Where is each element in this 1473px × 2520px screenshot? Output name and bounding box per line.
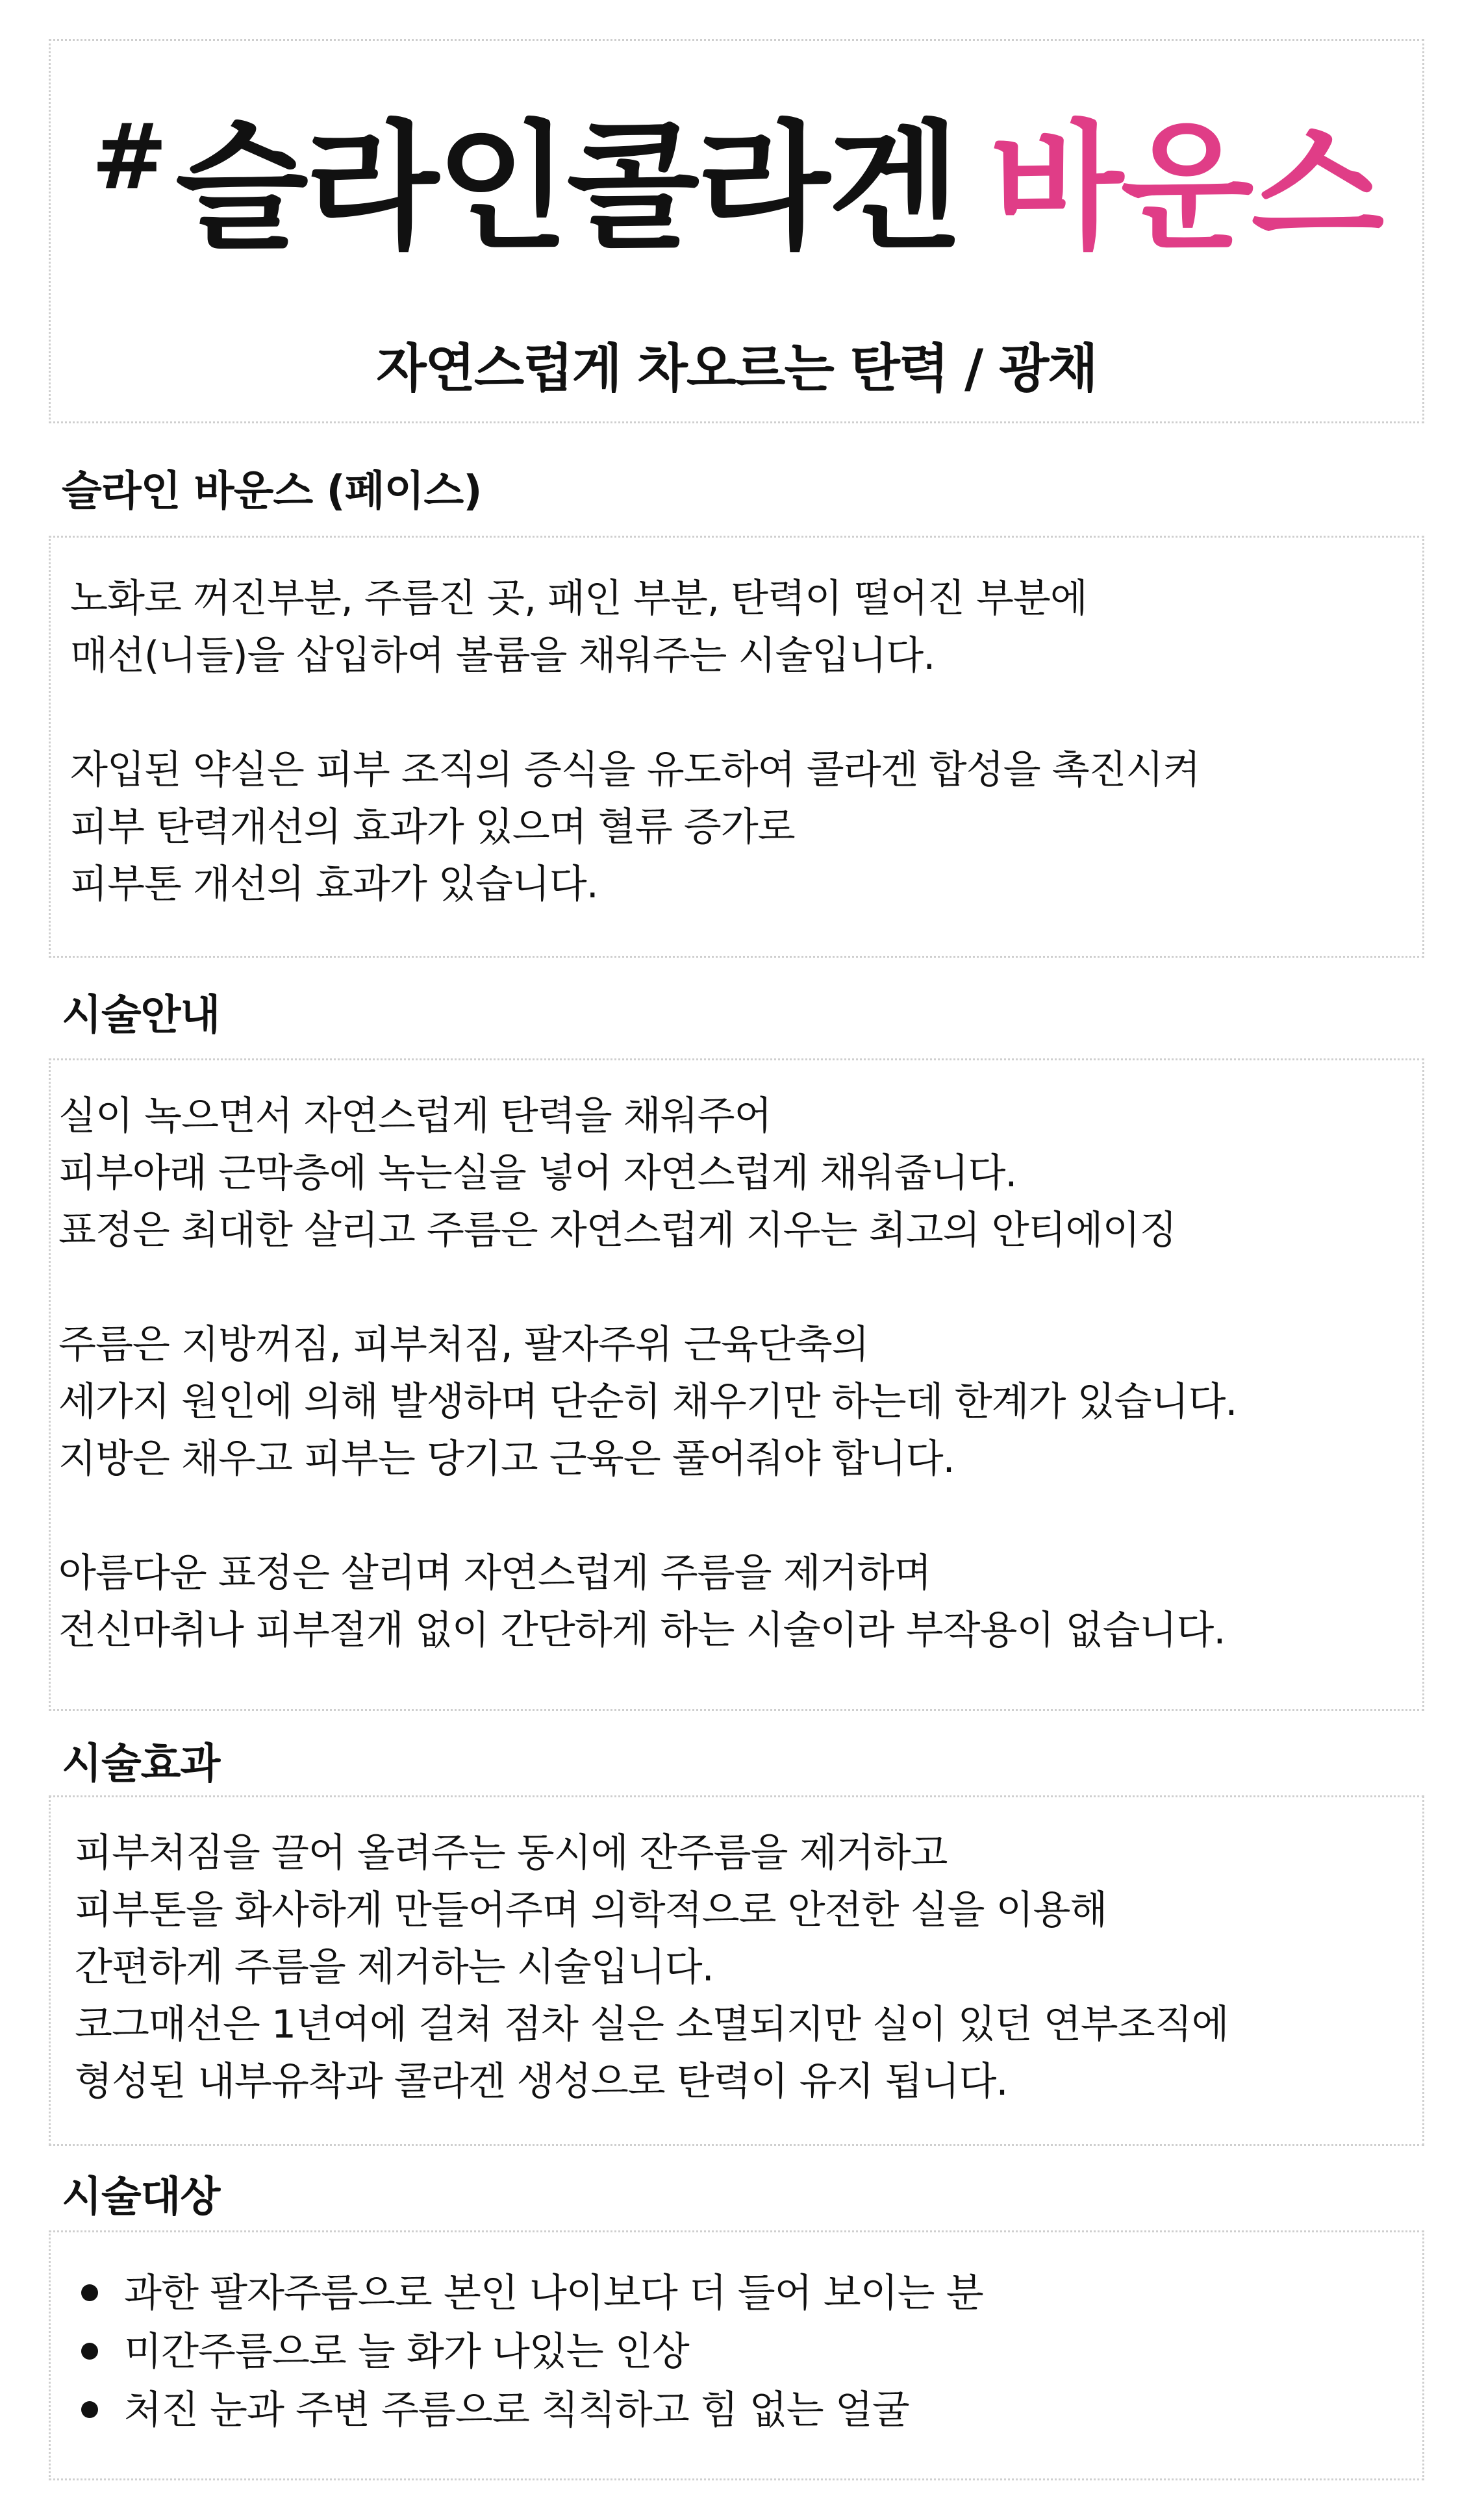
list-item-text: 과한 팔자주름으로 본인 나이보다 더 들어 보이는 분 <box>124 2271 983 2316</box>
text-line: 노화로 꺼진부분, 주름진 곳, 패인 부분, 탄력이 떨어진 부분에 <box>70 576 1087 621</box>
section-title-guide: 시술안내 <box>62 992 220 1040</box>
bullet-icon <box>81 2284 98 2301</box>
title-accent: 바운스 <box>990 107 1382 268</box>
text-line: 형성된 내부유착과 콜라겐 생성으로 탄력이 유지 됩니다. <box>75 2059 1008 2104</box>
hash-symbol: # <box>91 105 168 210</box>
section-body-effect <box>75 1825 1229 2110</box>
list-item-text: 처진 눈과 주변 주름으로 칙칙하고 힘 없는 얼굴 <box>124 2388 909 2433</box>
section-body-guide <box>58 1088 1237 1659</box>
text-line: 표정은 최대한 살리고 주름은 자연스럽게 지우는 최고의 안티에이징 <box>58 1208 1177 1253</box>
text-line: 피부처짐을 끌어 올려주는 동시에 잔주름을 제거하고 <box>75 1830 948 1876</box>
text-line: 코그매선은 1년여에 걸쳐 점차 실은 소멸되지만 실이 있던 연부조직에 <box>75 2002 1229 2047</box>
section-body-face <box>70 570 1200 913</box>
target-list <box>81 2264 983 2439</box>
section-title-face: 슬라인 바운스 (페이스) <box>62 468 482 516</box>
text-line: 간편하게 주름을 제거하는 시술입니다. <box>75 1945 714 1990</box>
text-line: 매선(니들)을 삽입하여 볼륨을 채워주는 시술입니다. <box>70 633 935 679</box>
text-line: 피부톤 개선의 효과가 있습니다. <box>70 862 598 907</box>
text-line: 아름다운 표정은 살리며 자연스럽게 주름을 제거하며 <box>58 1551 931 1596</box>
section-title-effect: 시술효과 <box>62 1740 220 1788</box>
text-line: 지방은 채우고 피부는 당기고 근육은 풀어줘야 합니다. <box>58 1436 955 1482</box>
text-line: 자입된 약실은 피부 조직의 증식을 유도하여 콜라겐 합성을 촉진시켜 <box>70 747 1200 793</box>
text-line: 실이 녹으면서 자연스럽게 탄력을 채워주어 <box>58 1093 772 1139</box>
text-line: 피부아래 근막층에 녹는실을 넣어 자연스럽게 채워줍니다. <box>58 1151 1017 1196</box>
text-line: 세가지 원인에 의해 발생하며 단순히 채우기만 하는데 한계가 있습니다. <box>58 1379 1237 1425</box>
text-line: 피부톤을 화사하게 만들어주며 의학적으로 안전한 실을 이용해 <box>75 1888 1107 1933</box>
list-item <box>81 2381 983 2439</box>
text-line: 전신마취나 피부절개 없이 간단하게 하는 시술이라 부작용이 없습니다. <box>58 1608 1226 1653</box>
bullet-icon <box>81 2343 98 2360</box>
bullet-icon <box>81 2401 98 2418</box>
subtitle: 자연스럽게 차오르는 탄력 / 광채 <box>376 338 1097 399</box>
hero-title <box>51 105 1422 268</box>
section-title-target: 시술대상 <box>62 2173 220 2221</box>
text-line: 주름은 지방꺼짐, 피부처짐, 팔자주위 근육단축의 <box>58 1322 869 1367</box>
list-item <box>81 2323 983 2381</box>
header-box <box>49 39 1424 423</box>
list-item <box>81 2264 983 2323</box>
title-main: 슬라인콜라겐 <box>175 107 958 268</box>
text-line: 피부 탄력개선의 효과가 있으며 혈류 증가로 <box>70 805 795 850</box>
list-item-text: 미간주름으로 늘 화가 나있는 인상 <box>124 2329 689 2375</box>
